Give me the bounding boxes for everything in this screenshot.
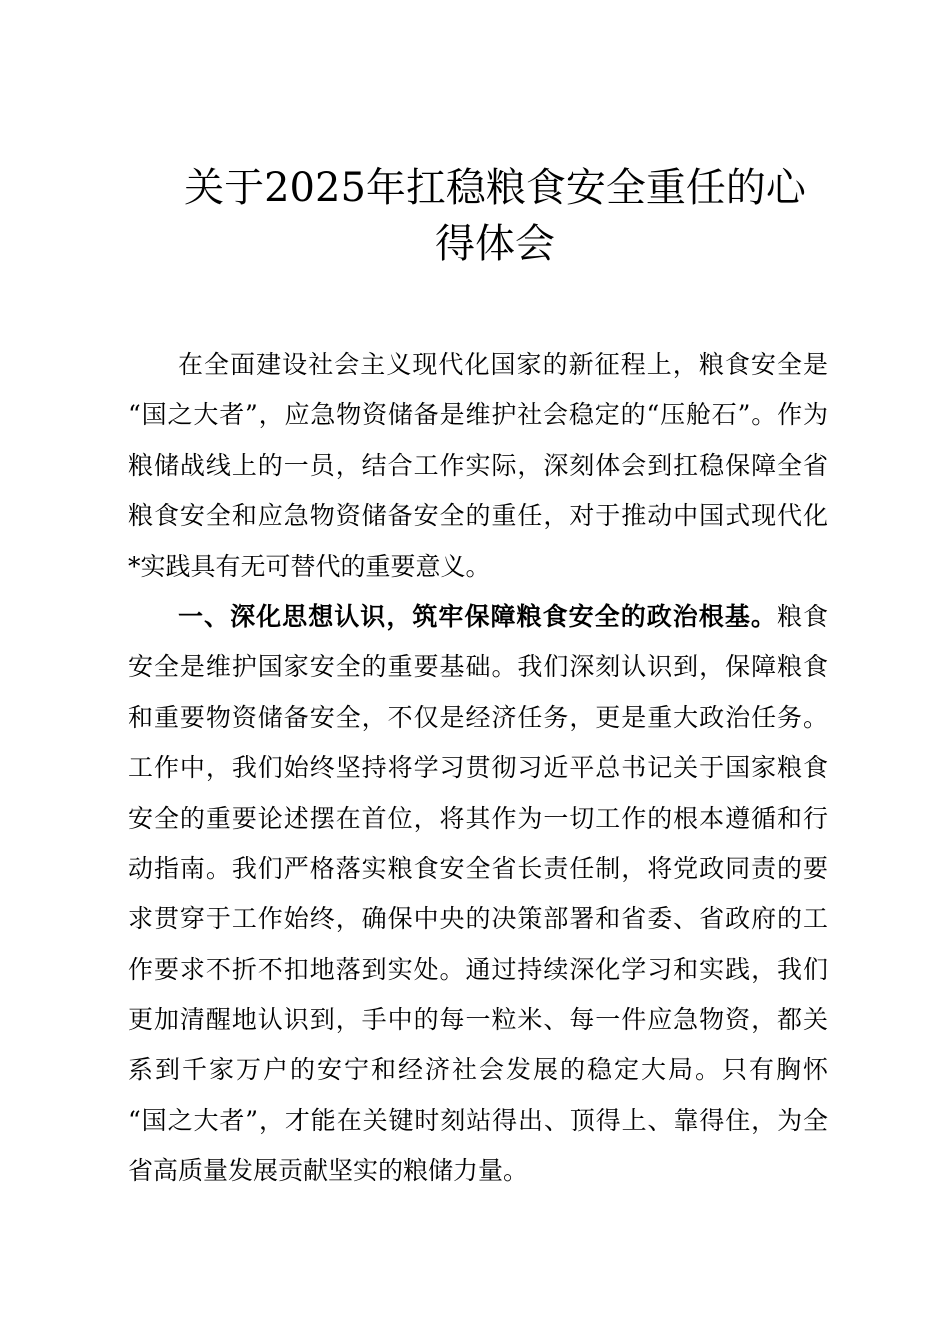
title-line-2: 得体会 bbox=[435, 221, 555, 267]
paragraph-line: 更加清醒地认识到，手中的每一粒米、每一件应急物资，都关 bbox=[128, 1005, 828, 1035]
paragraph-line: 工作中，我们始终坚持将学习贯彻习近平总书记关于国家粮食 bbox=[128, 753, 828, 783]
section-one-first-line bbox=[128, 592, 828, 642]
paragraph-line: 作要求不折不扣地落到实处。通过持续深化学习和实践，我们 bbox=[128, 954, 828, 984]
paragraph-line: *实践具有无可替代的重要意义。 bbox=[128, 551, 491, 581]
paragraph-line: “国之大者”，应急物资储备是维护社会稳定的“压舱石”。作为 bbox=[128, 400, 828, 430]
paragraph-line: 安全是维护国家安全的重要基础。我们深刻认识到，保障粮食 bbox=[128, 652, 828, 682]
section-one-first-line-rest: 粮食 bbox=[776, 601, 828, 631]
paragraph-line: 安全的重要论述摆在首位，将其作为一切工作的根本遵循和行 bbox=[128, 803, 828, 833]
paragraph-line: 粮食安全和应急物资储备安全的重任，对于推动中国式现代化 bbox=[128, 501, 828, 531]
paragraph-line: “国之大者”，才能在关键时刻站得出、顶得上、靠得住，为全 bbox=[128, 1105, 828, 1135]
document-body bbox=[128, 340, 828, 1197]
paragraph-line: 求贯穿于工作始终，确保中央的决策部署和省委、省政府的工 bbox=[128, 904, 828, 934]
document-title bbox=[150, 160, 840, 272]
paragraph-line: 粮储战线上的一员，结合工作实际，深刻体会到扛稳保障全省 bbox=[128, 450, 828, 480]
section-one-heading: 一、深化思想认识，筑牢保障粮食安全的政治根基。 bbox=[178, 601, 777, 631]
paragraph-line: 和重要物资储备安全，不仅是经济任务，更是重大政治任务。 bbox=[128, 702, 828, 732]
intro-paragraph bbox=[128, 340, 828, 592]
title-line-1: 关于2025年扛稳粮食安全重任的心 bbox=[184, 165, 806, 211]
paragraph-line: 在全面建设社会主义现代化国家的新征程上，粮食安全是 bbox=[178, 350, 828, 379]
paragraph-line: 省高质量发展贡献坚实的粮储力量。 bbox=[128, 1156, 529, 1186]
section-one-paragraph bbox=[128, 592, 828, 1197]
paragraph-line: 系到千家万户的安宁和经济社会发展的稳定大局。只有胸怀 bbox=[128, 1055, 828, 1085]
paragraph-line: 动指南。我们严格落实粮食安全省长责任制，将党政同责的要 bbox=[128, 853, 828, 883]
